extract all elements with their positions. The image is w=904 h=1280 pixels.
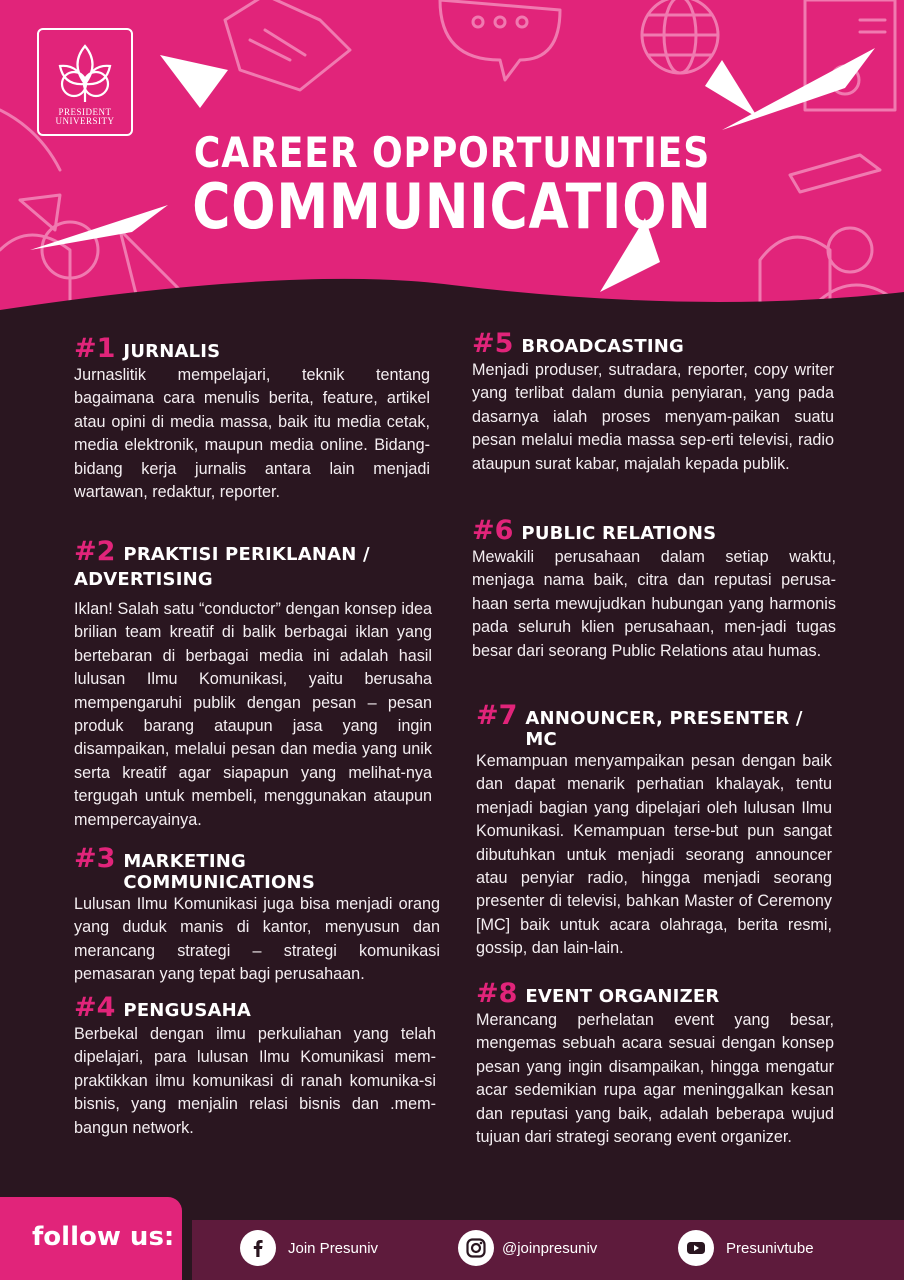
youtube-icon[interactable] [678, 1230, 714, 1266]
social-label[interactable]: @joinpresuniv [502, 1239, 598, 1257]
section-title-line2: ADVERTISING [74, 569, 213, 590]
section-body: Merancang perhelatan event yang besar, mengemas sebuah acara sesuai dengan konsep pesan yang ingin disampaikan, hingga mengatur acar sedemikian rupa agar meninggalkan kesan dan reputasi yang baik, adalah beberapa wujud tujuan dari strategi seorang event organizer. [476, 1011, 834, 1147]
speech-bubble-icon [440, 0, 560, 80]
section-number: #4 [74, 992, 116, 1023]
section-body: Lulusan Ilmu Komunikasi juga bisa menjadi orang yang duduk manis di kantor, menyusun dan merancang strategi – strategi komunikasi pemasaran yang tepat bagi perusahaan. [74, 895, 440, 984]
section-title: JURNALIS [123, 341, 221, 362]
section-title: PRAKTISI PERIKLANAN / [123, 544, 370, 565]
section-number: #1 [74, 333, 116, 364]
section-title: PUBLIC RELATIONS [521, 523, 717, 544]
header-banner [0, 0, 904, 360]
social-label[interactable]: Presunivtube [726, 1239, 814, 1257]
facebook-icon[interactable] [240, 1230, 276, 1266]
section-title: EVENT ORGANIZER [525, 986, 720, 1007]
section-body: Jurnaslitik mempelajari, teknik tentang bagaimana cara menulis berita, feature, artikel atau opini di media massa, baik itu media cetak, media elektronik, maupun media online. Bidang-bidang kerja jurnalis antara lain menjadi wartawan, redaktur, reporter. [74, 366, 430, 502]
section-jurnalis [74, 333, 430, 504]
section-number: #7 [476, 700, 518, 731]
section-announcer [476, 700, 832, 961]
lotus-logo-icon [54, 40, 116, 106]
section-praktisi-periklanan [74, 536, 432, 832]
section-event-organizer [476, 978, 834, 1149]
section-title: PENGUSAHA [123, 1000, 252, 1021]
section-number: #8 [476, 978, 518, 1009]
section-title: ANNOUNCER, PRESENTER / MC [525, 708, 803, 750]
section-body: Iklan! Salah satu “conductor” dengan konsep idea brilian team kreatif di balik berbagai iklan yang bertebaran di berbagai media ini adalah hasil lulusan Ilmu Komunikasi, yaitu berusaha mempengaruhi publik dengan pesan – pesan produk barang ataupun jasa yang ingin disampaikan, melalui pesan dan media yang unik serta kreatif agar siapapun yang melihat-nya tergugah untuk membeli, menggunakan ataupun mempercayainya. [74, 600, 432, 829]
section-title: BROADCASTING [521, 336, 685, 357]
logo-text: PRESIDENT UNIVERSITY [55, 107, 115, 126]
section-number: #5 [472, 328, 514, 359]
section-public-relations [472, 515, 836, 663]
social-facebook[interactable] [240, 1230, 378, 1266]
follow-us-label: follow us: [32, 1222, 175, 1252]
section-broadcasting [472, 328, 834, 476]
social-youtube[interactable] [678, 1230, 814, 1266]
university-logo [37, 28, 133, 136]
section-body: Mewakili perusahaan dalam setiap waktu, menjaga nama baik, citra dan reputasi perusa-haan serta mewujudkan hubungan yang harmonis pada seluruh klien perusahaan, men-jadi tugas besar dari seorang Public Relations atau humas. [472, 548, 836, 660]
section-marketing-communications [74, 843, 440, 987]
section-body: Berbekal dengan ilmu perkuliahan yang telah dipelajari, para lulusan Ilmu Komunikasi mem-praktikkan ilmu komunikasi di ranah komunika-si bisnis, yang menjalin relasi bisnis dan .mem-bangun network. [74, 1025, 436, 1137]
section-body: Kemampuan menyampaikan pesan dengan baik dan dapat menarik perhatian khalayak, tentu menjadi bagian yang dipelajari oleh lulusan Ilmu Komunikasi. Kemampuan terse-but pun sangat dibutuhkan untuk menjadi seorang announcer atau penyiar radio, hingga menjadi seorang presenter di televisi, bahkan Master of Ceremony [MC] baik untuk acara olahraga, berita resmi, gossip, dan lain-lain. [476, 752, 832, 958]
page-title: CAREER OPPORTUNITIES [193, 128, 711, 177]
section-body: Menjadi produser, sutradara, reporter, copy writer yang terlibat dalam dunia penyiaran, yang pada dasarnya ialah proses menyam-paikan suatu pesan melalui media massa sep-erti televisi, radio ataupun surat kabar, majalah kepada publik. [472, 361, 834, 473]
instagram-icon[interactable] [458, 1230, 494, 1266]
page-subtitle: COMMUNICATION [192, 170, 712, 243]
section-title: MARKETING COMMUNICATIONS [123, 851, 315, 893]
social-instagram[interactable] [458, 1230, 597, 1266]
social-label[interactable]: Join Presuniv [288, 1239, 379, 1257]
section-number: #6 [472, 515, 514, 546]
section-pengusaha [74, 992, 436, 1140]
section-number: #2 [74, 536, 116, 567]
section-number: #3 [74, 843, 116, 874]
